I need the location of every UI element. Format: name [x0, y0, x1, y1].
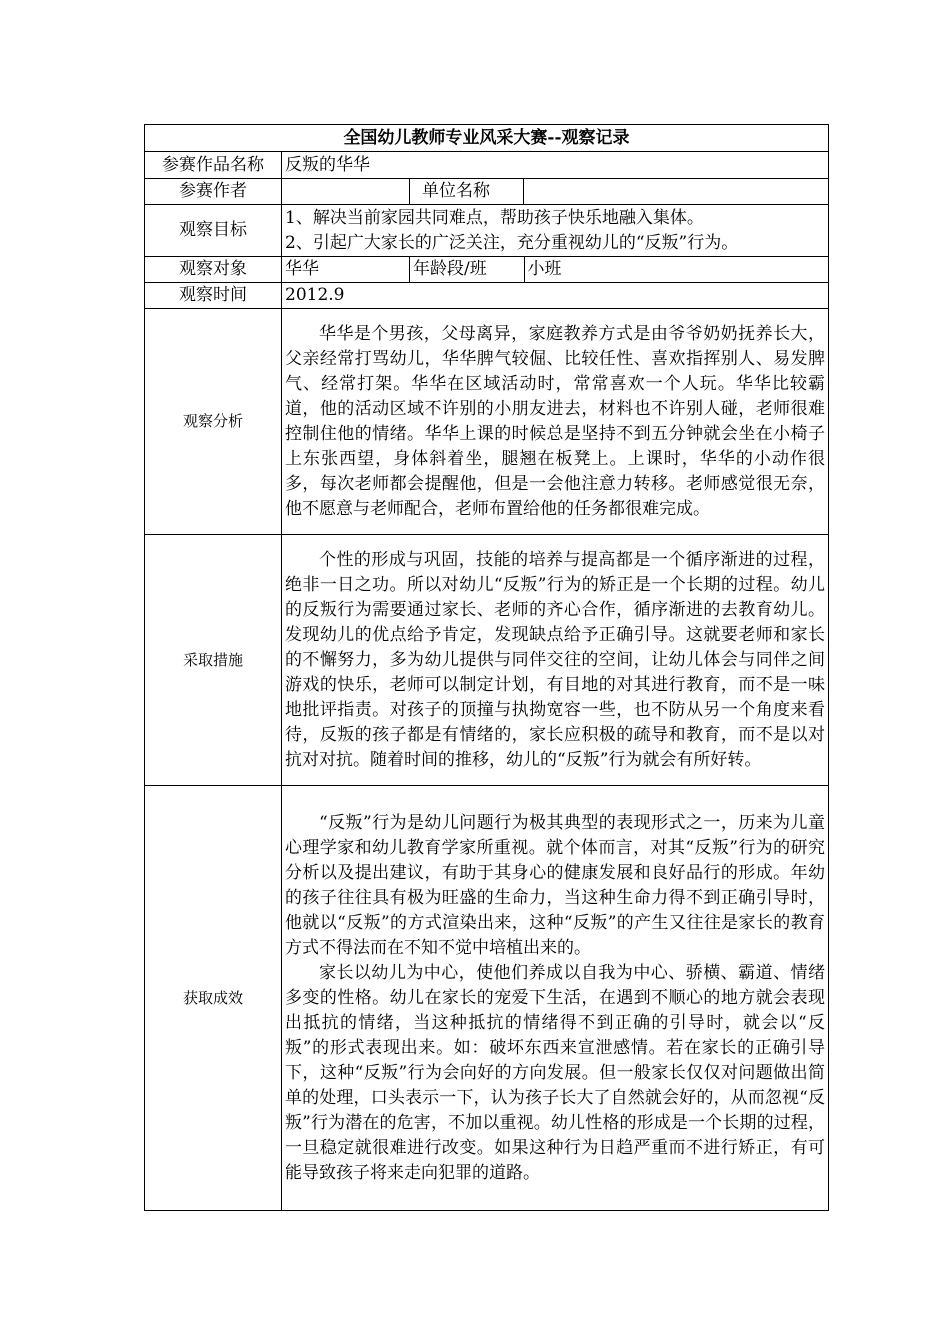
age-class-value: 小班 — [527, 259, 562, 279]
goal-line: 1、解决当前家园共同难点，帮助孩子快乐地融入集体。 — [285, 207, 704, 228]
age-class-cell — [410, 257, 829, 283]
unit-value — [524, 179, 829, 205]
work-name-label: 参赛作品名称 — [145, 152, 282, 179]
analysis-label: 观察分析 — [145, 309, 282, 535]
age-class-table — [410, 257, 828, 282]
subject-label: 观察对象 — [145, 257, 282, 283]
author-label: 参赛作者 — [145, 179, 282, 205]
time-value: 2012.9 — [282, 283, 829, 309]
analysis-paragraph: 华华是个男孩，父母离异，家庭教养方式是由爷爷奶奶抚养长大，父亲经常打骂幼儿，华华脾气较倔、比较任性、喜欢指挥别人、易发脾气、经常打架。华华在区域活动时，常常喜欢一个人玩。华华比较霸道，他的活动区域不许别的小朋友进去，材料也不许别人碰，老师很难控制住他的情绪。华华上课的时候总是坚持不到五分钟就会坐在小椅子上东张西望，身体斜着坐，腿翘在板凳上。上课时，华华的小动作很多，每次老师都会提醒他，但是一会他注意力转移。老师感觉很无奈，他不愿意与老师配合，老师布置给他的任务都很难完成。 — [285, 323, 825, 519]
goal-line: 2、引起广大家长的广泛关注，充分重视幼儿的“反叛”行为。 — [285, 232, 739, 253]
goal-label: 观察目标 — [145, 205, 282, 257]
analysis-text — [282, 309, 829, 535]
subject-value: 华华 — [282, 257, 410, 283]
measures-label: 采取措施 — [145, 535, 282, 786]
record-table — [144, 124, 829, 1211]
author-value — [282, 179, 410, 205]
measures-text — [282, 535, 829, 786]
time-label: 观察时间 — [145, 283, 282, 309]
goal-value — [282, 205, 829, 257]
work-name-value: 反叛的华华 — [282, 152, 829, 179]
results-label: 获取成效 — [145, 786, 282, 1211]
observation-record-form — [144, 124, 828, 1211]
results-paragraph: “反叛”行为是幼儿问题行为极其典型的表现形式之一，历来为儿童心理学家和幼儿教育学家所重视。就个体而言，对其“反叛”行为的研究分析以及提出建议，有助于其身心的健康发展和良好品行的形成。年幼的孩子往往具有极为旺盛的生命力，当这种生命力得不到正确引导时，他就以“反叛”的方式渲染出来，这种“反叛”的产生又往往是家长的教育方式不得法而在不知不觉中培植出来的。 — [285, 812, 825, 958]
results-text — [282, 786, 829, 1211]
results-paragraph: 家长以幼儿为中心，使他们养成以自我为中心、骄横、霸道、情绪多变的性格。幼儿在家长的宠爱下生活，在遇到不顺心的地方就会表现出抵抗的情绪，当这种抵抗的情绪得不到正确的引导时，就会以“反叛”的形式表现出来。如：破坏东西来宣泄感情。若在家长的正确引导下，这种“反叛”行为会向好的方向发展。但一般家长仅仅对问题做出简单的处理，口头表示一下，认为孩子长大了自然就会好的，从而忽视“反叛”行为潜在的危害，不加以重视。幼儿性格的形成是一个长期的过程，一旦稳定就很难进行改变。如果这种行为日趋严重而不进行矫正，有可能导致孩子将来走向犯罪的道路。 — [285, 962, 825, 1183]
age-class-label: 年龄段/班 — [410, 257, 524, 282]
form-title: 全国幼儿教师专业风采大赛--观察记录 — [145, 125, 829, 152]
measures-paragraph: 个性的形成与巩固，技能的培养与提高都是一个循序渐进的过程，绝非一日之功。所以对幼儿“反叛”行为的矫正是一个长期的过程。幼儿的反叛行为需要通过家长、老师的齐心合作，循序渐进的去教育幼儿。发现幼儿的优点给予肯定，发现缺点给予正确引导。这就要老师和家长的不懈努力，多为幼儿提供与同伴交往的空间，让幼儿体会与同伴之间游戏的快乐，老师可以制定计划，有目地的对其进行教育，而不是一味地批评指责。对孩子的顶撞与执拗宽容一些，也不防从另一个角度来看待，反叛的孩子都是有情绪的，家长应积极的疏导和教育，而不是以对抗对对抗。随着时间的推移，幼儿的“反叛”行为就会有所好转。 — [285, 549, 825, 770]
unit-label: 单位名称 — [410, 179, 524, 205]
